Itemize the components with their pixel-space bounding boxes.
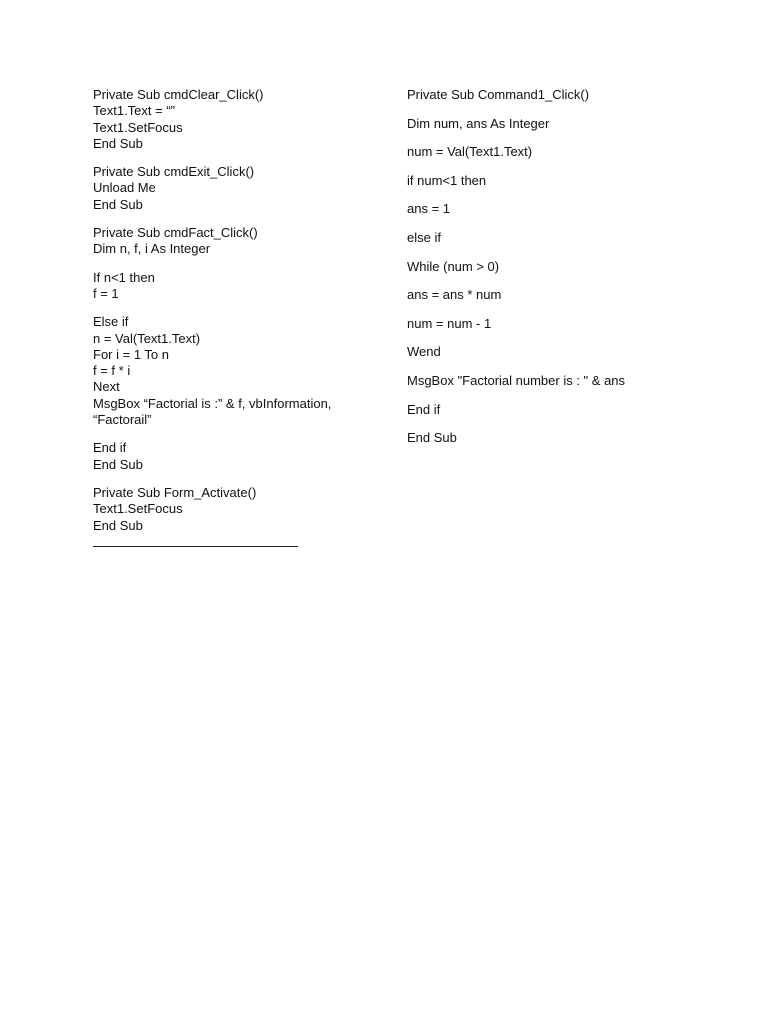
code-block-cmdexit: [93, 164, 383, 213]
code-line: ans = 1: [407, 201, 451, 217]
code-line: End Sub: [93, 456, 143, 472]
code-line: MsgBox "Factorial number is : " & ans: [407, 372, 626, 388]
code-line: Dim n, f, i As Integer: [93, 241, 211, 257]
code-line: Text1.SetFocus: [93, 501, 183, 517]
code-line: Private Sub Command1_Click(): [407, 87, 590, 102]
code-line: n = Val(Text1.Text): [93, 330, 201, 346]
code-line: MsgBox “Factorial is :” & f, vbInformation,: [93, 395, 332, 411]
code-line: Text1.SetFocus: [93, 119, 183, 135]
code-line: Unload Me: [93, 180, 156, 196]
code-line: Wend: [407, 344, 441, 360]
code-line: For i = 1 To n: [93, 346, 169, 362]
horizontal-rule: [93, 546, 298, 547]
code-line: Dim num, ans As Integer: [407, 115, 550, 131]
left-code-column: [93, 87, 383, 547]
code-line: End if: [93, 440, 127, 456]
code-line: Private Sub cmdExit_Click(): [93, 164, 255, 180]
code-block-end-if: [93, 440, 383, 473]
code-block-else: [93, 314, 383, 428]
code-line: Private Sub cmdClear_Click(): [93, 87, 264, 102]
code-line: ans = ans * num: [407, 287, 502, 303]
code-line: f = 1: [93, 285, 119, 301]
code-line: End Sub: [407, 430, 457, 446]
code-block-cmdclear: [93, 87, 383, 152]
code-line: Next: [93, 379, 120, 395]
code-line: “Factorail”: [93, 412, 152, 428]
code-line: f = f * i: [93, 363, 131, 379]
code-line: End Sub: [93, 196, 143, 212]
code-line: num = Val(Text1.Text): [407, 144, 533, 160]
code-line: If n<1 then: [93, 269, 155, 285]
code-line: num = num - 1: [407, 315, 492, 331]
code-line: End Sub: [93, 135, 143, 151]
right-code-column: [407, 87, 707, 459]
code-line: if num<1 then: [407, 172, 487, 188]
code-line: End if: [407, 401, 441, 417]
code-line: Else if: [93, 314, 129, 330]
code-line: While (num > 0): [407, 258, 500, 274]
code-line: Text1.Text = “”: [93, 103, 175, 119]
code-block-form-activate: [93, 485, 383, 534]
code-line: End Sub: [93, 517, 143, 533]
code-line: Private Sub Form_Activate(): [93, 484, 257, 500]
code-line: else if: [407, 229, 441, 245]
code-line: Private Sub cmdFact_Click(): [93, 225, 258, 241]
code-block-cmdfact-header: [93, 225, 383, 258]
code-block-if: [93, 270, 383, 303]
